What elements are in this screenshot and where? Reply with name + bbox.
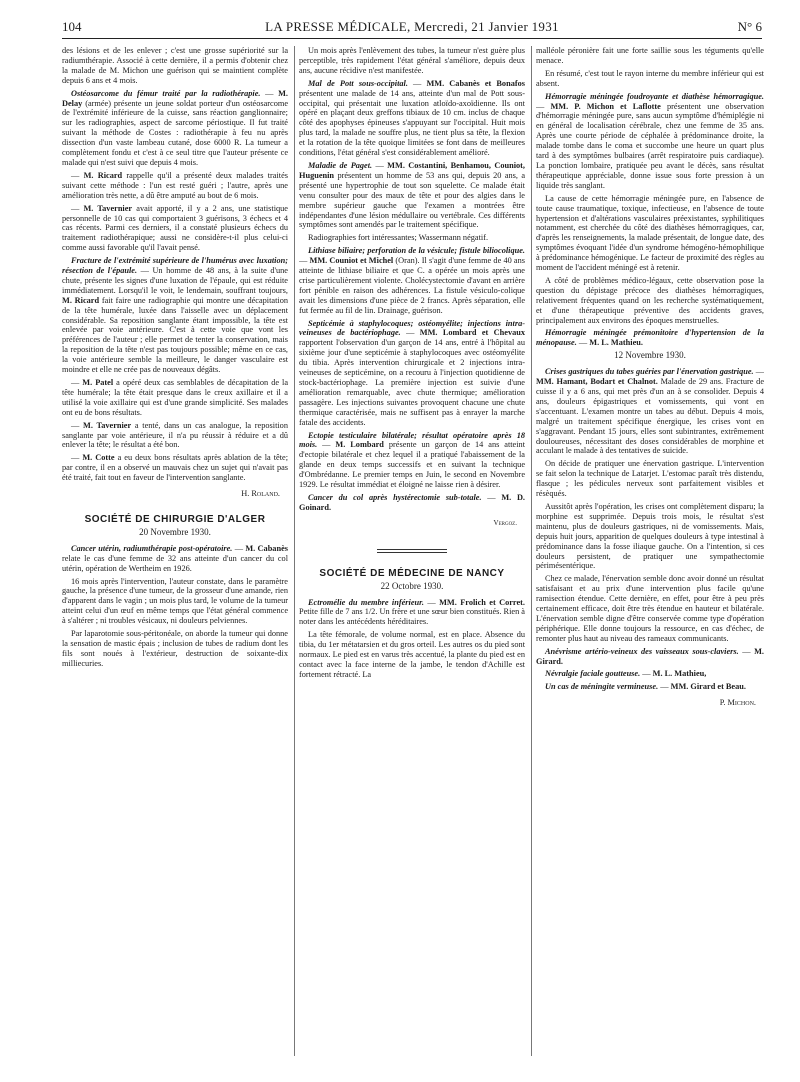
paragraph: — M. Cotte a eu deux bons résultats après ablation de la tête; par contre, il en a observé un mauvais chez un sujet qui n'avait pas été traité, fait tout en faveur de l'intervention sanglante.	[62, 453, 288, 483]
section-date: 22 Octobre 1930.	[380, 580, 444, 591]
paragraph: La tête fémorale, de volume normal, est en place. Absence du tibia, du 1er métatarsien et du gros orteil. Les autres os du pied sont normaux. Le pied est en varus très accentué, la plante du pied est en contact avec la face interne de la jambe, le tendon d'Achille est fortement rétracté. La	[299, 630, 525, 679]
paragraph: Anévrisme artério-veineux des vaisseaux sous-claviers. — M. Girard.	[536, 646, 764, 666]
paragraph: Cancer utérin, radiumthérapie post-opératoire. — M. Cabanès relate le cas d'une femme de 32 ans atteinte d'un cancer du col utérin, opération de Wertheim en 1926.	[62, 543, 288, 573]
article-title: Cancer du col après hystérectomie sub-totale.	[308, 492, 482, 502]
article-title: Fracture de l'extrémité supérieure de l'humérus avec luxation; résection de l'épaule.	[62, 256, 288, 276]
body-text: Un homme de 48 ans, à la suite d'une chute, présente les signes d'une luxation de l'épaule, qui est réduite immédiatement. Lorsqu'il le voit, le lendemain, souffrant toujours,	[62, 266, 288, 295]
paragraph: Cancer du col après hystérectomie sub-totale. — M. D. Goinard.	[299, 492, 525, 512]
signature: Vergoz.	[493, 518, 517, 527]
author: MM. Hamant, Bodart et Chalnot.	[536, 377, 658, 387]
article-title: Septicémie à staphylocoques; ostéomyélite; injections intra-veineuses de bactériophage.	[299, 318, 525, 338]
section-heading: SOCIÉTÉ DE CHIRURGIE D'ALGER	[84, 513, 266, 525]
author: MM. Cabanès et Bonafos	[426, 78, 525, 88]
author: M. Cotte	[82, 453, 115, 463]
author: M. Tavernier	[83, 420, 132, 430]
article-title: Lithiase biliaire; perforation de la vésicule; fistule biliocolique.	[308, 246, 525, 256]
paragraph: — M. Ricard rappelle qu'il a présenté deux malades traités suivant cette méthode : l'un est resté guéri ; l'autre, après une amélioration très nette, a dû être amputé au bout de 6 mois.	[62, 170, 288, 200]
body-text: fait faire une radiographie qui montre une décapitation de la tête humérale, luxée dans l'aisselle avec un déplacement considérable. Sa reposition sanglante étant impossible, la tête est enlevée par voie antérieure. C'est à cette voie que vont les préférences de l'auteur ; elle permet de tenter la conservation, mais la reposition de la tête n'est pas toujours possible; même en ce cas, la voie antérieure semble la meilleure, le danger vasculaire est moindre et elle ne crée pas de nouveaux dégâts.	[62, 295, 288, 375]
author: MM. Lombard et Chevaux	[419, 328, 525, 338]
article-title: Anévrisme artério-veineux des vaisseaux sous-claviers.	[545, 646, 739, 656]
paragraph: — M. Tavernier a tenté, dans un cas analogue, la reposition sanglante par voie antérieure, il n'a pu réussir à réduire et a dû enlever la tête; le résultat a été bon.	[62, 420, 288, 450]
header-rule	[62, 38, 762, 39]
paragraph: En résumé, c'est tout le rayon interne du membre inférieur qui est absent.	[536, 68, 764, 88]
body-text: a tenté, dans un cas analogue, la reposition sanglante par voie antérieure, il n'a pu réussir à réduire et a dû enlever la tête; le résultat a été bon.	[62, 420, 288, 450]
article-title: Hémorragie méningée prémonitoire d'hypertension de la ménopause.	[536, 328, 764, 348]
section-date: 12 Novembre 1930.	[614, 350, 686, 361]
paragraph: Névralgie faciale goutteuse. — M. L. Mathieu,	[545, 669, 707, 679]
paragraph: Crises gastriques du tabes guéries par l'énervation gastrique. — MM. Hamant, Bodart et Chalnot. Malade de 29 ans. Fracture de cuisse il y a 6 ans, qui met près d'un an à se consolider. Depuis 4 ans, douleurs épigastriques et vomissements, qui vont en s'accentuant. L'examen montre un tabes au début. Depuis 4 mois, malgré un traitement spécifique énergique, les crises vont en s'aggravant. Pendant 15 jours, elles sont subintrantes, extrêmement douloureuses, nécessitant des doses considérables de morphine et acculant le malade à des tentatives de suicide.	[536, 367, 764, 456]
body-text: a opéré deux cas semblables de décapitation de la tête humérale; la tête était presque dans le creux axillaire et il a utilisé la voie axillaire qui est d'une grande simplicité. Ses malades ont eu de bons résultats.	[62, 378, 288, 417]
column-divider	[531, 46, 532, 1056]
column-1	[62, 46, 288, 1066]
paragraph: 16 mois après l'intervention, l'auteur constate, dans le paramètre gauche, la présence d'une tumeur, de la grosseur d'une amande, rien d'apparent dans le vagin ; un mois plus tard, le volume de la tumeur atteint celui d'un œuf en même temps que l'état général commence à s'altérer ; ni troubles vésicaux, ni douleurs pelviennes.	[62, 576, 288, 626]
paragraph: Un mois après l'enlèvement des tubes, la tumeur n'est guère plus perceptible, très rapidement l'état général s'améliore, depuis deux ans, aucune récidive n'est manifestée.	[299, 46, 525, 75]
paragraph: La cause de cette hémorragie méningée pure, en l'absence de toute cause traumatique, toxique, infectieuse, en l'absence de toute hypertension et d'altérations vasculaires préexistantes, syphilitiques notamment, est cherchée du côté des diathèses hémorragiques, car, d'après les renseignements, la malade présentait, de longue date, des symptômes évoquant l'idée d'un syndrome hémogéno-hémophilique à prédominance hémogénique. Le facteur de proximité des règles au moment de l'accident méningé est à retenir.	[536, 193, 764, 273]
paragraph: Maladie de Paget. — MM. Costantini, Benhamou, Couniot, Huguenin présentent un homme de 53 ans qui, depuis 20 ans, a présenté une hypertrophie de tout son squelette. Ce malade était venu consulter pour des maux de tête et pour des algies dans le membre supérieur gauche que l'examen a montrées être indépendantes d'une lésion médullaire ou vertébrale. Ces différents symptômes sont amendés par le traitement spécifique.	[299, 160, 525, 230]
paragraph: Par laparotomie sous-péritonéale, on aborde la tumeur qui donne la sensation de mastic épais ; inclusion de tubes de radium dont les fils sont noués à l'extérieur, destruction de soixante-dix milliecuries.	[62, 629, 288, 668]
body-text: (Oran). Il s'agit d'une femme de 40 ans atteinte de lithiase biliaire et que C. a opérée un mois après une crise particulièrement violente. Cholécystectomie d'avant en arrière fort pénible en raison des adhérences. La fistule vésiculo-colique avait les dimensions d'une pièce de 2 francs. Après séparation, elle fut fermée au fil de lin. Drainage, guérison.	[299, 256, 525, 315]
journal-title: LA PRESSE MÉDICALE, Mercredi, 21 Janvier 1931	[265, 19, 559, 34]
author: M. L. Mathieu,	[652, 669, 707, 679]
paragraph: Un cas de méningite vermineuse. — MM. Girard et Beau.	[545, 682, 746, 692]
paragraph: Fracture de l'extrémité supérieure de l'humérus avec luxation; résection de l'épaule. — Un homme de 48 ans, à la suite d'une chute, présente les signes d'une luxation de l'épaule, qui est réduite immédiatement. Lorsqu'il le voit, le lendemain, souffrant toujours, M. Ricard fait faire une radiographie qui montre une décapitation de la tête humérale, luxée dans l'aisselle avec un déplacement considérable. Sa reposition sanglante étant impossible, la tête est enlevée par voie antérieure. C'est à cette voie que vont les préférences de l'auteur ; elle permet de tenter la conservation, mais la reposition de la tête n'est pas toujours possible; même en ce cas, la voie antérieure semble la meilleure, le danger vasculaire est moindre et elle ne crée pas de nouveaux dégâts.	[62, 256, 288, 375]
section-date: 20 Novembre 1930.	[139, 526, 211, 537]
paragraph: malléole péronière fait une forte saillie sous les téguments qu'elle menace.	[536, 46, 764, 65]
article-title: Crises gastriques du tabes guéries par l'énervation gastrique.	[545, 367, 754, 377]
author: M. Tavernier	[83, 203, 133, 213]
paragraph: Septicémie à staphylocoques; ostéomyélite; injections intra-veineuses de bactériophage. — MM. Lombard et Chevaux rapportent l'observation d'un garçon de 14 ans, entré à l'hôpital au sixième jour d'une septicémie à staphylocoques avec ostéomyélite du tibia. Après intervention chirurgicale et 2 injections intra-veineuses de septicémine, on a recouru à l'injection quotidienne de stock-bactériophage. La première injection est suivie d'une amélioration remarquable, avec chute thermique; amélioration passagère. Les injections suivantes provoquent chacune une chute thermique caractérisée, mais ne suffisent pas à enrayer la marche fatale des accidents.	[299, 318, 525, 427]
author: M. Delay	[62, 88, 288, 108]
signature: H. Roland.	[241, 489, 280, 499]
author: MM. Frolich et Corret.	[439, 597, 525, 607]
article-title: Cancer utérin, radiumthérapie post-opératoire.	[71, 543, 233, 553]
column-2	[299, 46, 525, 1066]
paragraph: Mal de Pott sous-occipital. — MM. Cabanès et Bonafos présentent une malade de 14 ans, atteinte d'un mal de Pott sous-occipital, qui présentait une luxation atloïdo-axoïdienne. Ils ont opéré en plaçant deux greffons tibiaux de 10 cm. inclus de chaque côté des apophyses épineuses s'appuyant sur l'occipital. Huit mois plus tard, la malade ne souffre plus, ne tient plus sa tête, la flexion et la rotation de la tête quoique limitées se font dans de meilleures conditions, l'état général s'est considérablement amélioré.	[299, 78, 525, 158]
column-divider	[294, 46, 295, 1056]
paragraph: Ectromélie du membre inférieur. — MM. Frolich et Corret. Petite fille de 7 ans 1/2. Un frère et une sœur bien constitués. Rien à noter dans les antécédents héréditaires.	[299, 597, 525, 627]
author: M. Lombard	[335, 440, 384, 450]
body-text: présentent une malade de 14 ans, atteinte d'un mal de Pott sous-occipital, qui présentait une luxation atloïdo-axoïdienne. Ils ont opéré en plaçant deux greffons tibiaux de 10 cm. inclus de chaque côté des apophyses épineuses s'appuyant sur l'occipital. Huit mois plus tard, la malade ne souffre plus, ne tient plus sa tête, la flexion et la rotation de la tête quoique limitées se font dans de meilleures conditions, l'état général s'est considérablement amélioré.	[299, 88, 525, 158]
page-number: 104	[62, 19, 82, 34]
paragraph: On décide de pratiquer une énervation gastrique. L'intervention se fait selon la technique de Latarjet. L'estomac paraît très distendu, flasque ; les pédicules nerveux sont parfaitement visibles et résèqués.	[536, 459, 764, 499]
article-title: Névralgie faciale goutteuse.	[545, 669, 641, 679]
body-text: (armée) présente un jeune soldat porteur d'un ostéosarcome de l'extrémité inférieure de la cuisse, sans réaction ganglionnaire; sur les radiographies, aspect de sarcome périostique. Il fut traité suivant la méthode de Costes : radiothérapie à feu nu après dissection d'un vaste lambeau cutané, dose 6000 R. La tumeur a complètement fondu et c'est à ce seul titre que l'auteur présente ce malade qui n'est suivi que depuis 4 mois.	[62, 98, 288, 167]
article-title: Mal de Pott sous-occipital.	[308, 78, 408, 88]
paragraph: Ostéosarcome du fémur traité par la radiothérapie. — M. Delay (armée) présente un jeune soldat porteur d'un ostéosarcome de l'extrémité inférieure de la cuisse, sans réaction ganglionnaire; sur les radiographies, aspect de sarcome périostique. Il fut traité suivant la méthode de Costes : radiothérapie à feu nu après dissection d'un vaste lambeau cutané, dose 6000 R. La tumeur a complètement fondu et c'est à ce seul titre que l'auteur présente ce malade qui n'est suivi que depuis 4 mois.	[62, 88, 288, 167]
article-title: Un cas de méningite vermineuse.	[545, 682, 659, 692]
paragraph: Hémorragie méningée foudroyante et diathèse hémorragique. — MM. P. Michon et Laflotte présentent une observation d'hémorragie méningée pure, sans aucun symptôme d'hémiplégie ni en général de localisation cérébrale, chez une femme de 35 ans. Après une courte période de céphalée à prédominance droite, la malade tombe dans le coma et succombe une heure un quart plus tard à des symptômes bulbaires (arrêt respiratoire puis cardiaque). La ponction lombaire, pratiquée peu avant le décès, sans résultat thérapeutique appréciable, donne issue sous forte pression à un liquide très sanglant.	[536, 91, 764, 190]
author: M. Patel	[82, 378, 114, 387]
paragraph: A côté de problèmes médico-légaux, cette observation pose la question du dépistage précoce des diathèses hémorragiques, relativement fréquentes quand on les recherche systématiquement, et d'une thérapeutique préventive des accidents graves, principalement aux environs des époques menstruelles.	[536, 275, 764, 325]
author: MM. Costantini, Benhamou, Couniot, Huguenin	[299, 160, 525, 180]
body-text: avait apporté, il y a 2 ans, une statistique personnelle de 10 cas qui comportaient 3 guérisons, 3 échecs et 4 cas récents. Parmi ces derniers, il a constaté plusieurs échecs du traitement radiothérapique; aussi ne considère-t-il plus celui-ci comme aussi favorable qu'il l'avait pensé.	[62, 203, 288, 253]
paragraph: Aussitôt après l'opération, les crises ont complètement disparu; la morphine est supprimée. Depuis trois mois, le résultat s'est maintenu, plus de douleurs gastriques, ni de vomissements. Mais, depuis huit jours, apparition de quelques douleurs à type intestinal à prédominance dans la fosse iliaque gauche. On a l'intention, si ces douleurs persistent, de pratiquer une sympathectomie périmésentérique.	[536, 501, 764, 571]
body-text: présente un garçon de 14 ans atteint d'ectopie bilatérale et chez lequel il a pratiqué l'abaissement de la glande en deux temps successifs et en suivant la technique d'Ombrédanne. Le premier temps en Juin, le second en Novembre 1929. Le résultat immédiat et éloigné ne laisse rien à désirer.	[299, 440, 525, 490]
author: MM. Couniot et Michel	[309, 256, 394, 266]
author: MM. P. Michon et Laflotte	[550, 101, 661, 111]
author: MM. Girard et Beau.	[670, 682, 746, 692]
body-text: relate le cas d'une femme de 32 ans atteinte d'un cancer du col utérin, opération de Wertheim en 1926.	[62, 553, 288, 573]
body-text: Petite fille de 7 ans 1/2. Un frère et une sœur bien constitués. Rien à noter dans les antécédents héréditaires.	[299, 607, 525, 627]
article-title: Ostéosarcome du fémur traité par la radiothérapie.	[71, 88, 261, 98]
body-text: rapportent l'observation d'un garçon de 14 ans, entré à l'hôpital au sixième jour d'une septicémie à staphylocoques avec ostéomyélite du tibia. Après intervention chirurgicale et 2 injections intra-veineuses de septicémine, on a recouru à l'injection quotidienne de stock-bactériophage. La première injection est suivie d'une amélioration remarquable, avec chute thermique; amélioration passagère. Les injections suivantes provoquent chacune une chute thermique caractérisée, mais ne suffisent pas à enrayer la marche fatale des accidents.	[299, 338, 525, 427]
body-text: présentent un homme de 53 ans qui, depuis 20 ans, a présenté une hypertrophie de tout son squelette. Ce malade était venu consulter pour des maux de tête et pour des algies dans le membre supérieur gauche que l'examen a montrées être indépendantes d'une lésion médullaire ou vertébrale. Ces différents symptômes sont amendés par le traitement spécifique.	[299, 170, 525, 230]
author: M. L. Mathieu.	[589, 338, 643, 348]
body-text: présentent une observation d'hémorragie méningée pure, sans aucun symptôme d'hémiplégie ni en général de localisation cérébrale, chez une femme de 35 ans. Après une courte période de céphalée à prédominance droite, la malade tombe dans le coma et succombe une heure un quart plus tard à des symptômes bulbaires (arrêt respiratoire puis cardiaque). La ponction lombaire, pratiquée peu avant le décès, sans résultat thérapeutique appréciable, donne issue sous forte pression à un liquide très sanglant.	[536, 101, 764, 190]
paragraph: Ectopie testiculaire bilatérale; résultat opératoire après 18 mois. — M. Lombard présente un garçon de 14 ans atteint d'ectopie bilatérale et chez lequel il a pratiqué l'abaissement de la glande en deux temps successifs et en suivant la technique d'Ombrédanne. Le premier temps en Juin, le second en Novembre 1929. Le résultat immédiat et éloigné ne laisse rien à désirer.	[299, 430, 525, 490]
paragraph: — M. Patel a opéré deux cas semblables de décapitation de la tête humérale; la tête était presque dans le creux axillaire et il a utilisé la voie axillaire qui est d'une grande simplicité. Ses malades ont eu de bons résultats.	[62, 378, 288, 417]
article-title: Ectromélie du membre inférieur.	[308, 597, 424, 607]
article-title: Ectopie testiculaire bilatérale; résultat opératoire après 18 mois.	[299, 430, 525, 450]
paragraph: Chez ce malade, l'énervation semble donc avoir donné un résultat satisfaisant et au prix d'une intervention plus facile qu'une ramisection étendue. Cette dernière, en effet, pour être à peu près certainement efficace, doit être très étendue en hauteur et bilatérale. L'énervation semble digne d'être conservée comme type d'opération périphérique. Elle donne toujours la ressource, en cas d'échec, de remonter plus haut au niveau des rameaux communicants.	[536, 574, 764, 643]
body-text: rappelle qu'il a présenté deux malades traités suivant cette méthode : l'un est resté guéri ; l'autre, après une amélioration très nette, a dû être amputé au bout de 6 mois.	[62, 170, 288, 200]
paragraph: — M. Tavernier avait apporté, il y a 2 ans, une statistique personnelle de 10 cas qui comportaient 3 guérisons, 3 échecs et 4 cas récents. Parmi ces derniers, il a constaté plusieurs échecs du traitement radiothérapique; aussi ne considère-t-il plus celui-ci comme aussi favorable qu'il l'avait pensé.	[62, 203, 288, 253]
issue-number: N° 6	[737, 19, 762, 34]
author: M. Ricard	[83, 170, 123, 180]
signature: P. Michon.	[719, 698, 756, 708]
column-3	[536, 46, 764, 1066]
article-title: Hémorragie méningée foudroyante et diathèse hémorragique.	[545, 91, 764, 101]
section-rule	[377, 549, 447, 550]
body-text: Malade de 29 ans. Fracture de cuisse il y a 6 ans, qui met près d'un an à se consolider. Depuis 4 ans, douleurs épigastriques et vomissements, qui vont en s'accentuant. L'examen montre un tabes au début. Depuis 4 mois, malgré un traitement spécifique énergique, les crises vont en s'aggravant. Pendant 15 jours, elles sont subintrantes, extrêmement douloureuses, nécessitant des doses considérables de morphine et acculant le malade à des tentatives de suicide.	[536, 377, 764, 456]
body-text: a eu deux bons résultats après ablation de la tête; par contre, il en a observé un mauvais chez un sujet qui n'avait pas été traité, fait tout en faveur de l'intervention sanglante.	[62, 453, 288, 483]
paragraph: Radiographies fort intéressantes; Wassermann négatif.	[308, 233, 489, 243]
paragraph: des lésions et de les enlever ; c'est une grosse supériorité sur la radiumthérapie. Associé à cette dernière, il a permis d'obtenir chez la malade de M. Michon une guérison qui se maintient complète depuis 6 ans et 4 mois.	[62, 46, 288, 85]
author: M. Girard.	[536, 646, 764, 666]
section-rule	[377, 552, 447, 553]
article-title: Maladie de Paget.	[308, 160, 373, 170]
paragraph: Lithiase biliaire; perforation de la vésicule; fistule biliocolique. — MM. Couniot et Michel (Oran). Il s'agit d'une femme de 40 ans atteinte de lithiase biliaire et que C. a opérée un mois après une crise particulièrement violente. Cholécystectomie d'avant en arrière fort pénible en raison des adhérences. La fistule vésiculo-colique avait les dimensions d'une pièce de 2 francs. Après séparation, elle fut fermée au fil de lin. Drainage, guérison.	[299, 246, 525, 315]
author: M. Cabanès	[245, 543, 288, 553]
author: M. Ricard	[62, 295, 100, 305]
author: M. D. Goinard.	[299, 492, 525, 512]
section-heading: SOCIÉTÉ DE MÉDECINE DE NANCY	[319, 567, 505, 579]
paragraph: Hémorragie méningée prémonitoire d'hypertension de la ménopause. — M. L. Mathieu.	[536, 328, 764, 348]
running-header	[62, 18, 762, 36]
